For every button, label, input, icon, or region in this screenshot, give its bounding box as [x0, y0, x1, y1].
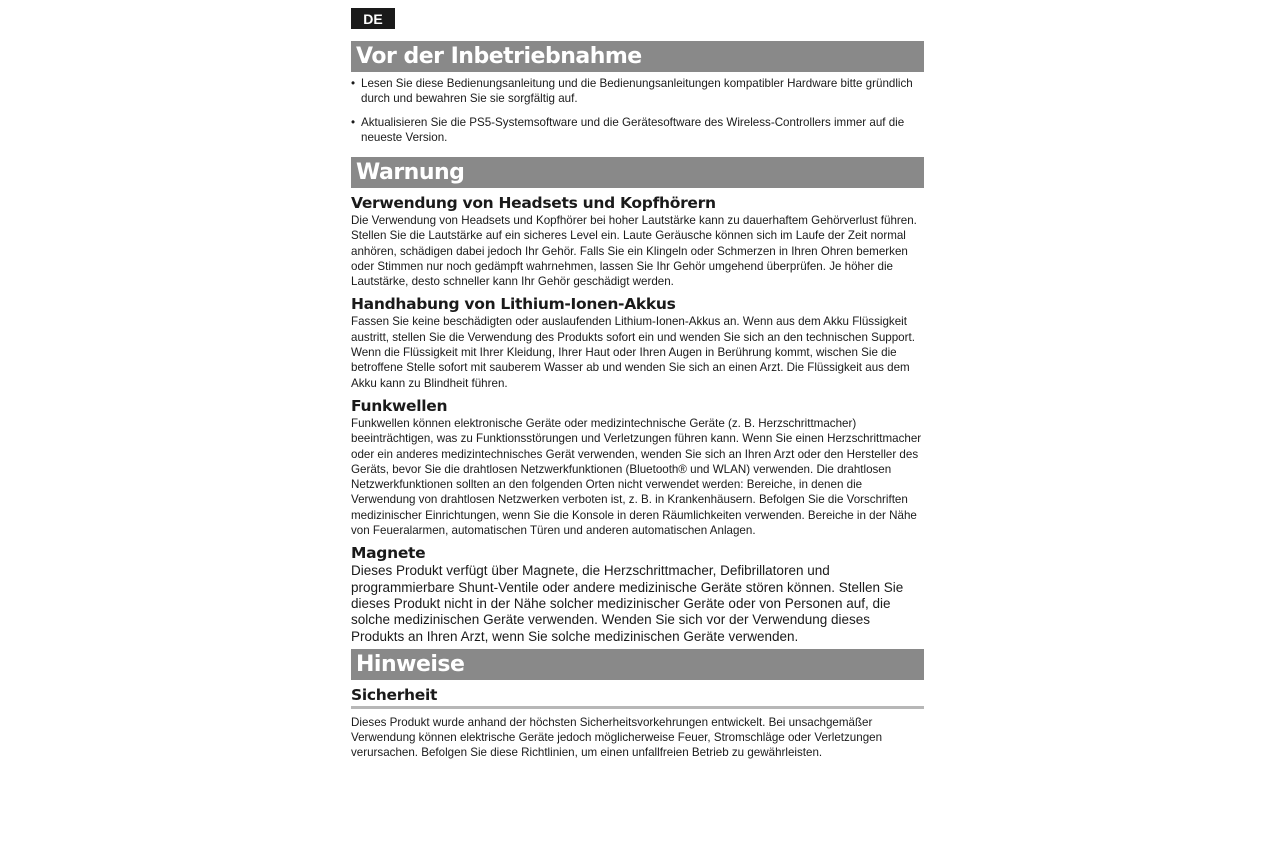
- paragraph-sicherheit: Dieses Produkt wurde anhand der höchsten Sicherheitsvorkehrungen entwickelt. Bei unsachgemäßer Verwendung können elektrische Geräte jedoch möglicherweise Feuer, Stromschläge oder Verletzungen verursachen. Befolgen Sie diese Richtlinien, um einen unfallfreien Betrieb zu gewährleisten.: [351, 715, 883, 760]
- subheading-funkwellen: Funkwellen: [351, 396, 448, 415]
- section-heading-vor-der-inbetriebnahme: Vor der Inbetriebnahme: [351, 41, 924, 72]
- document-content: [351, 41, 924, 765]
- subheading-lithium-akkus: Handhabung von Lithium-Ionen-Akkus: [351, 295, 676, 314]
- paragraph-lithium-akkus: Fassen Sie keine beschädigten oder auslaufenden Lithium-Ionen-Akkus an. Wenn aus dem Akku Flüssigkeit austritt, stellen Sie die Verwendung des Produkts sofort ein und wenden Sie sich an den technischen Support. Wenn die Flüssigkeit mit Ihrer Kleidung, Ihrer Haut oder Ihren Augen in Berührung kommt, wischen Sie die betroffene Stelle sofort mit sauberem Wasser ab und wenden Sie sich an einen Arzt. Die Flüssigkeit aus dem Akku kann zu Blindheit führen.: [351, 315, 915, 390]
- paragraph-magnete: Dieses Produkt verfügt über Magnete, die Herzschrittmacher, Defibrillatoren und programmierbare Shunt-Ventile oder andere medizinische Geräte stören können. Stellen Sie dieses Produkt nicht in der Nähe solcher medizinischer Geräte oder von Personen auf, die solche medizinischen Geräte verwenden. Wenden Sie sich vor der Verwendung dieses Produkts an Ihren Arzt, wenn Sie solche medizinischen Geräte verwenden.: [351, 563, 904, 644]
- language-tag: DE: [351, 8, 395, 29]
- list-item: • Aktualisieren Sie die PS5-Systemsoftware und die Gerätesoftware des Wireless-Controllers immer auf die neueste Version.: [351, 115, 924, 145]
- paragraph-headsets: Die Verwendung von Headsets und Kopfhörer bei hoher Lautstärke kann zu dauerhaftem Gehörverlust führen. Stellen Sie die Lautstärke auf ein sicheres Level ein. Laute Geräusche können sich im Laufe der Zeit normal anhören, schädigen dabei jedoch Ihr Gehör. Falls Sie ein Klingeln oder Schmerzen in Ihren Ohren bemerken oder Stimmen nur noch gedämpft wahrnehmen, lassen Sie Ihr Gehör umgehend überprüfen. Je höher die Lautstärke, desto schneller kann Ihr Gehör geschädigt werden.: [351, 214, 917, 289]
- paragraph-funkwellen: Funkwellen können elektronische Geräte oder medizintechnische Geräte (z. B. Herzschrittmacher) beeinträchtigen, was zu Funktionsstörungen und Verletzungen führen kann. Wenn Sie einen Herzschrittmacher oder ein anderes medizintechnisches Gerät verwenden, wenden Sie sich an Ihren Arzt oder den Hersteller des Geräts, bevor Sie die drahtlosen Netzwerkfunktionen (Bluetooth® und WLAN) verwenden. Die drahtlosen Netzwerkfunktionen sollten an den folgenden Orten nicht verwendet werden: Bereiche, in denen die Verwendung von drahtlosen Netzwerken verboten ist, z. B. in Krankenhäusern. Befolgen Sie die Vorschriften medizinischer Einrichtungen, wenn Sie die Konsole in deren Räumlichkeiten verwenden. Bereiche in der Nähe von Feueralarmen, automatischen Türen und anderen automatischen Anlagen.: [351, 416, 922, 538]
- subheading-magnete: Magnete: [351, 544, 426, 563]
- subheading-sicherheit: Sicherheit: [351, 686, 924, 709]
- subheading-headsets: Verwendung von Headsets und Kopfhörern: [351, 194, 716, 212]
- section-heading-warnung: Warnung: [351, 157, 924, 188]
- list-item: • Lesen Sie diese Bedienungsanleitung und die Bedienungsanleitungen kompatibler Hardware bitte gründlich durch und bewahren Sie sie sorgfältig auf.: [351, 76, 924, 106]
- section-heading-hinweise: Hinweise: [351, 649, 924, 680]
- bullet-list: [351, 76, 924, 145]
